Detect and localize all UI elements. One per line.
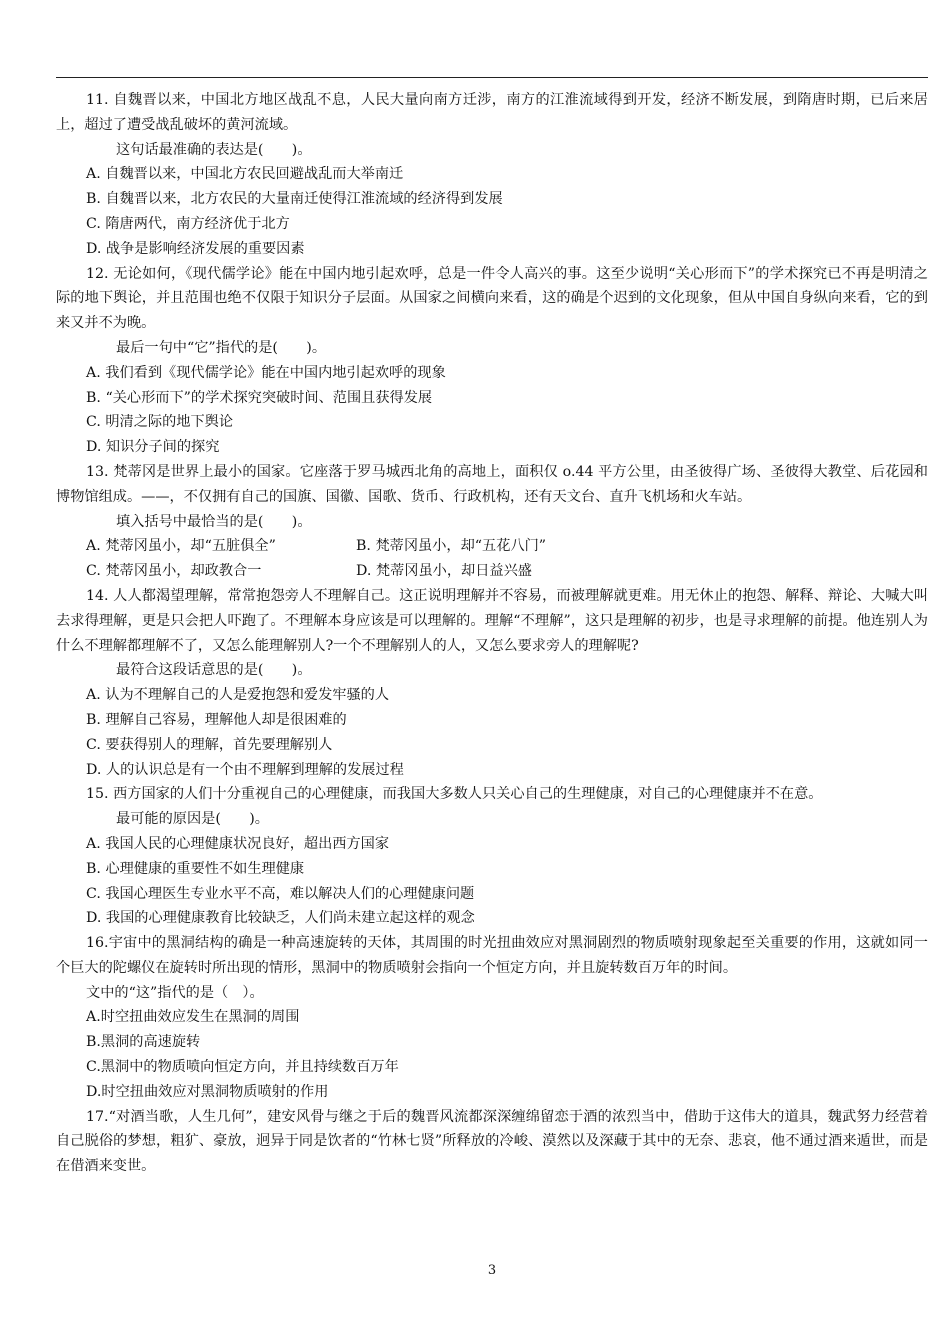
question-16 (56, 931, 928, 1105)
option-a: A.时空扭曲效应发生在黑洞的周围 (86, 1009, 300, 1026)
question-11 (56, 88, 928, 262)
question-passage: 12. 无论如何，《现代儒学论》能在中国内地引起欢呼，总是一件令人高兴的事。这至少说明“关心形而下”的学术探究已不再是明清之际的地下舆论，并且范围也绝不仅限于知识分子层面。从国家之间横向来看，这的确是个迟到的文化现象，但从中国自身纵向来看，它的到来又并不为晚。 (56, 265, 928, 332)
option-c: C. 要获得别人的理解，首先要理解别人 (86, 736, 333, 753)
option-b: B.黑洞的高速旋转 (86, 1034, 201, 1051)
page-number: 3 (487, 1263, 497, 1278)
option-row-cd (56, 559, 928, 584)
question-passage: 15. 西方国家的人们十分重视自己的心理健康，而我国大多数人只关心自己的生理健康，对自己的心理健康并不在意。 (86, 786, 823, 803)
question-passage: 17.“对酒当歌，人生几何”，建安风骨与继之于后的魏晋风流都深深缠绵留恋于酒的浓烈当中，借助于这伟大的道具，魏武努力经营着自己脱俗的梦想，粗犷、豪放，迥异于同是饮者的“竹林七贤”所释放的冷峻、漠然以及深藏于其中的无奈、悲哀，他不通过酒来遁世，而是在借酒来变世。 (56, 1108, 928, 1175)
question-stem: 最可能的原因是( )。 (116, 811, 269, 828)
option-a: A. 梵蒂冈虽小，却“五脏俱全” (86, 538, 276, 555)
option-b: B. “关心形而下”的学术探究突破时间、范围且获得发展 (86, 389, 433, 406)
option-row-ab (56, 534, 928, 559)
question-stem: 最符合这段话意思的是( )。 (116, 662, 312, 679)
option-a: A. 认为不理解自己的人是爱抱怨和爱发牢骚的人 (86, 687, 390, 704)
question-stem: 填入括号中最恰当的是( )。 (116, 513, 312, 530)
option-b: B. 心理健康的重要性不如生理健康 (86, 860, 305, 877)
option-d: D. 梵蒂冈虽小，却日益兴盛 (356, 563, 532, 580)
option-a: A. 我国人民的心理健康状况良好，超出西方国家 (86, 835, 390, 852)
question-stem: 这句话最准确的表达是( )。 (116, 141, 312, 158)
question-stem: 最后一句中“它”指代的是( )。 (116, 339, 327, 356)
question-stem: 文中的“这”指代的是（ ）。 (86, 984, 264, 1001)
question-passage: 16.宇宙中的黑洞结构的确是一种高速旋转的天体，其周围的时光扭曲效应对黑洞剧烈的物质喷射现象起至关重要的作用，这就如同一个巨大的陀螺仪在旋转时所出现的情形，黑洞中的物质喷射会指向一个恒定方向，并且旋转数百万年的时间。 (56, 935, 928, 976)
option-a: A. 自魏晋以来，中国北方农民回避战乱而大举南迁 (86, 166, 404, 183)
question-passage: 13. 梵蒂冈是世界上最小的国家。它座落于罗马城西北角的高地上，面积仅 o.44 平方公里，由圣彼得广场、圣彼得大教堂、后花园和博物馆组成。——，不仅拥有自己的国旗、国徽、国歌、货币、行政机构，还有天文台、直升飞机场和火车站。 (56, 463, 928, 505)
question-17 (56, 1105, 928, 1179)
option-b: B. 自魏晋以来，北方农民的大量南迁使得江淮流域的经济得到发展 (86, 191, 503, 208)
question-passage: 11. 自魏晋以来，中国北方地区战乱不息，人民大量向南方迁涉，南方的江淮流域得到开发，经济不断发展，到隋唐时期，已后来居上，超过了遭受战乱破坏的黄河流域。 (56, 92, 928, 133)
option-c: C. 明清之际的地下舆论 (86, 414, 234, 431)
header-rule (56, 77, 928, 78)
option-c: C.黑洞中的物质喷向恒定方向，并且持续数百万年 (86, 1059, 399, 1076)
option-d: D. 我国的心理健康教育比较缺乏，人们尚未建立起这样的观念 (86, 910, 475, 927)
document-page (56, 0, 928, 1344)
option-d: D. 知识分子间的探究 (86, 439, 220, 456)
question-13 (56, 460, 928, 584)
option-c: C. 隋唐两代，南方经济优于北方 (86, 215, 290, 232)
option-d: D.时空扭曲效应对黑洞物质喷射的作用 (86, 1083, 329, 1100)
question-14 (56, 584, 928, 782)
option-d: D. 战争是影响经济发展的重要因素 (86, 240, 305, 257)
option-c: C. 梵蒂冈虽小，却政教合一 (86, 563, 262, 580)
option-b: B. 梵蒂冈虽小，却“五花八门” (356, 538, 547, 555)
option-a: A. 我们看到《现代儒学论》能在中国内地引起欢呼的现象 (86, 364, 446, 381)
question-15 (56, 782, 928, 931)
document-body (56, 88, 928, 1179)
question-passage: 14. 人人都渴望理解，常常抱怨旁人不理解自己。这正说明理解并不容易，而被理解就更难。用无休止的抱怨、解释、辩论、大喊大叫去求得理解，更是只会把人吓跑了。不理解本身应该是可以理解的。理解“不理解”，这只是理解的初步，也是寻求理解的前提。他连别人为什么不理解都理解不了，又怎么能理解别人?一个不理解别人的人，又怎么要求旁人的理解呢? (56, 587, 928, 654)
question-12 (56, 262, 928, 460)
option-c: C. 我国心理医生专业水平不高，难以解决人们的心理健康问题 (86, 885, 475, 902)
option-d: D. 人的认识总是有一个由不理解到理解的发展过程 (86, 761, 404, 778)
option-b: B. 理解自己容易，理解他人却是很困难的 (86, 711, 347, 728)
